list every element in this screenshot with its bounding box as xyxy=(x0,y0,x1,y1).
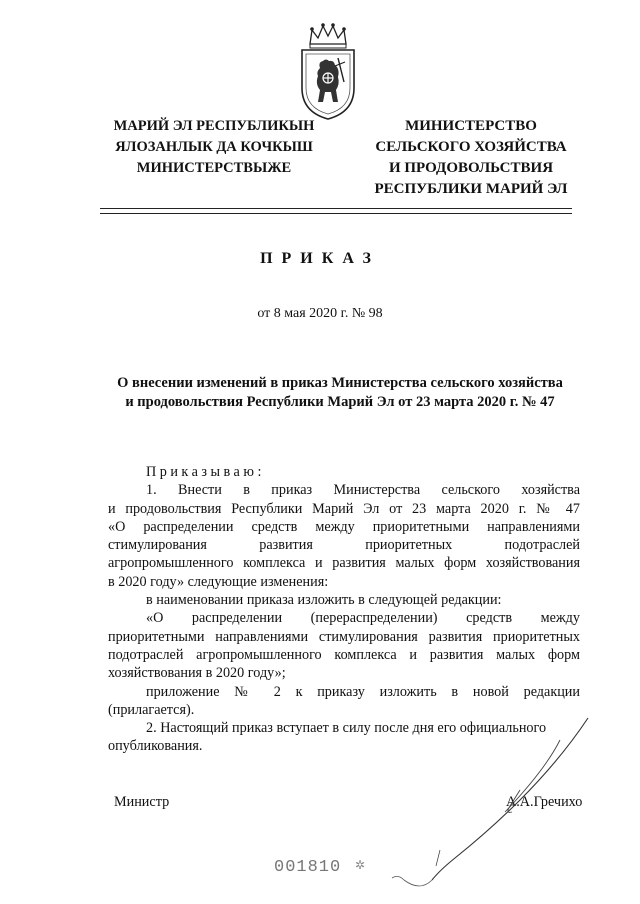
document-body xyxy=(108,463,580,756)
body-line: (прилагается). xyxy=(108,701,195,718)
document-date-line: от 8 мая 2020 г. № 98 xyxy=(257,306,383,321)
header-left-block xyxy=(100,116,328,179)
header-left-line: ЯЛОЗАНЛЫК ДА КОЧКЫШ xyxy=(115,139,313,155)
body-line: и продовольствия Республики Марий Эл от 23 марта 2020 г. № 47 xyxy=(108,500,580,517)
header-right-line: МИНИСТЕРСТВО xyxy=(405,118,537,134)
body-line: подотраслей агропромышленного комплекса и развития малых форм xyxy=(108,646,580,663)
body-line: стимулирования развития приоритетных подотраслей xyxy=(108,537,580,554)
body-line: приоритетными направлениями стимулирования развития приоритетных xyxy=(108,628,580,645)
signatory-name: А.А.Гречихо xyxy=(506,794,583,810)
body-line: «О распределении (перераспределении) средств между xyxy=(146,610,580,627)
header-right-line: РЕСПУБЛИКИ МАРИЙ ЭЛ xyxy=(374,181,568,197)
header-left-line: МИНИСТЕРСТВЫЖЕ xyxy=(136,160,292,176)
body-line: приложение № 2 к приказу изложить в новой редакции xyxy=(146,683,580,700)
stamp-mark-icon: ✲ xyxy=(355,858,366,872)
signatory-role: Министр xyxy=(114,794,170,810)
header-right-line: СЕЛЬСКОГО ХОЗЯЙСТВА xyxy=(375,139,567,155)
document-subject xyxy=(100,374,580,412)
body-line: опубликования. xyxy=(108,738,203,755)
subject-line: О внесении изменений в приказ Министерства сельского хозяйства xyxy=(117,375,563,391)
header-right-block xyxy=(358,116,584,200)
body-line: 2. Настоящий приказ вступает в силу после дня его официального xyxy=(146,720,547,737)
body-line: в 2020 году» следующие изменения: xyxy=(108,573,329,590)
header-left-line: МАРИЙ ЭЛ РЕСПУБЛИКЫН xyxy=(113,118,315,134)
body-line: в наименовании приказа изложить в следующей редакции: xyxy=(146,592,502,609)
header-divider-thin xyxy=(100,213,572,214)
serial-number: 001810 xyxy=(274,858,342,877)
coat-of-arms-icon xyxy=(298,22,358,122)
header-right-line: И ПРОДОВОЛЬСТВИЯ xyxy=(388,160,554,176)
body-line: «О распределении средств между приоритетными направлениями xyxy=(108,518,580,535)
body-line: агропромышленного комплекса и развития малых форм хозяйствования xyxy=(108,555,580,572)
subject-line: и продовольствия Республики Марий Эл от 23 марта 2020 г. № 47 xyxy=(125,394,555,410)
order-word: Приказываю: xyxy=(146,464,265,480)
body-line: 1. Внести в приказ Министерства сельского хозяйства xyxy=(146,482,580,499)
header-divider-thick xyxy=(100,208,572,209)
body-line: хозяйствования в 2020 году»; xyxy=(108,665,286,682)
document-title: ПРИКАЗ xyxy=(260,250,380,267)
